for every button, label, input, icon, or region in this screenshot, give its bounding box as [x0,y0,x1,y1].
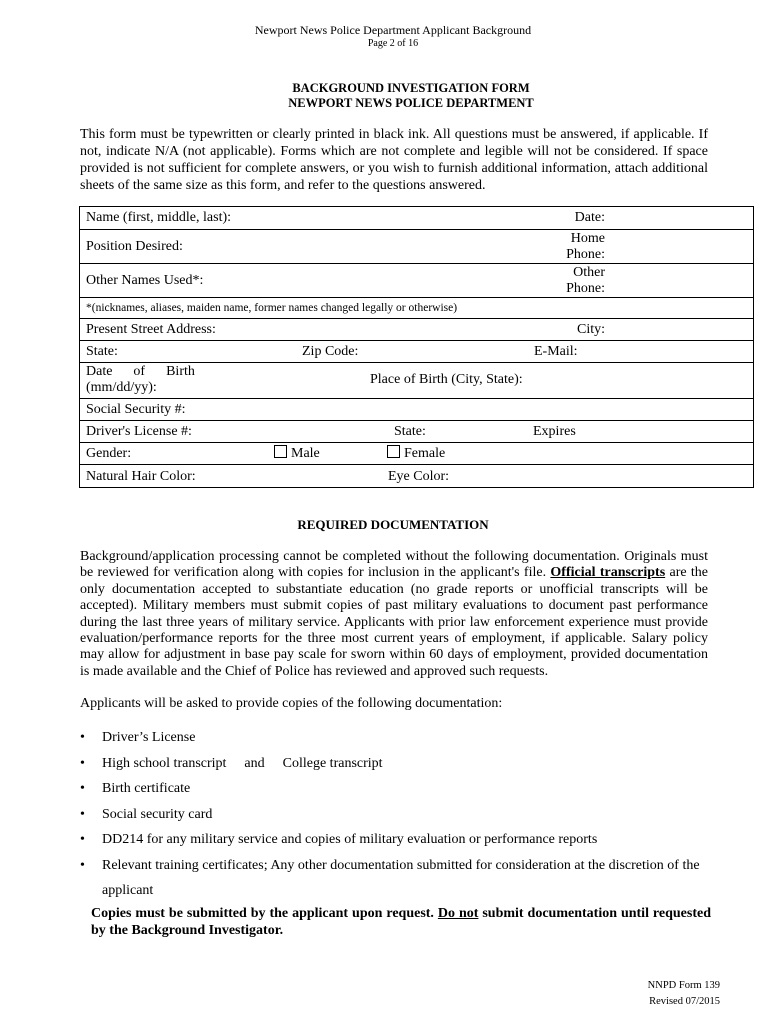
email-field[interactable]: E-Mail: [534,343,578,359]
department-title: NEWPORT NEWS POLICE DEPARTMENT [288,96,534,110]
place-of-birth-field[interactable]: Place of Birth (City, State): [370,371,523,387]
required-documentation-paragraph [80,549,708,680]
city-field[interactable]: City: [576,321,605,337]
male-checkbox[interactable] [274,445,287,458]
names-note: *(nicknames, aliases, maiden name, former names changed legally or otherwise) [80,298,754,319]
form-number: NNPD Form 139 [647,980,720,991]
intro-paragraph: This form must be typewritten or clearly printed in black ink. All questions must be answered, if applicable. If not, indicate N/A (not applicable). Forms which are not complete and legible will not be considered. If space provided is not sufficient for complete answers, or you wish to furnish additional information, attach additional sheets of the same size as this form, and refer to the questions answered. [80,127,708,193]
doc-drivers-license: Driver’s License [102,730,196,745]
dob-field[interactable] [86,364,198,396]
doc-college-transcript: College transcript [282,755,383,771]
hair-color-field[interactable]: Natural Hair Color: [86,468,196,484]
doc-training-certificates: Relevant training certificates; Any other documentation submitted for consideration at the discretion of the applicant [102,857,700,898]
doc-dd214: DD214 for any military service and copies of military evaluation or performance reports [102,832,598,847]
license-field[interactable]: Driver's License #: [86,423,192,439]
row-other-names [80,264,754,298]
row-note [80,298,754,319]
doc-high-school-transcript: High school transcript [102,755,227,771]
zip-field[interactable]: Zip Code: [302,343,359,359]
page-number: Page 2 of 16 [367,38,419,49]
doc-social-security-card: Social security card [102,806,213,822]
form-title: BACKGROUND INVESTIGATION FORM [292,81,530,95]
header-title: Newport News Police Department Applicant Background [254,23,532,37]
home-phone-label-2: Phone: [566,246,605,262]
row-ssn [80,399,754,421]
required-para-part-b: are the only documentation accepted to substantiate education (no grade reports or unofficial transcripts will be accepted). Military members must submit copies of past military evaluations to document past performance during the last three years of military service. Applicants with prior law enforcement experience must provide evaluation/performance reports for the three most current years of employment, if applicable. Salary policy may allow for adjustment in base pay scale for sworn within 60 days of employment, provided documentation is made available and the Chief of Police has reviewed and approved such requests. [80,565,708,679]
bullet-icon: • [80,730,85,745]
required-documentation-heading: REQUIRED DOCUMENTATION [297,517,489,532]
license-state-field[interactable]: State: [394,423,426,439]
row-position-phone [80,230,754,264]
female-option[interactable] [387,444,445,464]
row-hair-eye [80,465,754,488]
row-state-zip-email [80,341,754,363]
male-option[interactable] [274,444,320,464]
closing-part-a: Copies must be submitted by the applicant upon request. [91,906,438,921]
other-phone-label-2: Phone: [566,280,605,296]
row-address [80,319,754,341]
male-label: Male [291,445,320,461]
list-item [80,755,720,781]
applicant-info-table [79,206,754,488]
closing-instruction [91,905,711,939]
dob-label-1: Date of Birth [86,363,195,379]
list-item [80,729,720,755]
eye-color-field[interactable]: Eye Color: [388,468,450,484]
list-item [80,806,720,832]
other-names-field[interactable]: Other Names Used*: [86,272,204,288]
position-field[interactable]: Position Desired: [86,238,183,254]
documentation-list [80,729,720,903]
other-phone-label-1: Other [573,264,605,280]
closing-part-b: submit documentation until requested by the Background Investigator. [91,906,711,938]
bullet-icon: • [80,857,85,873]
name-field[interactable]: Name (first, middle, last): [86,210,232,225]
bullet-icon: • [80,832,85,847]
documentation-list-intro: Applicants will be asked to provide copies of the following documentation: [80,696,503,711]
doc-and-text: and [244,755,265,771]
bullet-icon: • [80,781,85,796]
date-field[interactable]: Date: [574,210,605,225]
row-birth [80,363,754,399]
bullet-icon: • [80,806,85,822]
list-item [80,780,720,806]
home-phone-field[interactable] [566,231,605,263]
female-label: Female [404,445,446,461]
street-address-field[interactable]: Present Street Address: [86,321,216,337]
row-license [80,421,754,443]
gender-label: Gender: [86,445,132,461]
revision-date: Revised 07/2015 [649,996,720,1007]
official-transcripts-text: Official transcripts [550,565,666,581]
bullet-icon: • [80,755,85,771]
female-checkbox[interactable] [387,445,400,458]
state-field[interactable]: State: [86,343,118,359]
ssn-field[interactable]: Social Security #: [80,399,754,421]
required-para-part-a: Background/application processing cannot be completed without the following documentation. Originals must be reviewed for verification along with copies for inclusion in the applicant's file. [80,549,708,581]
list-item [80,853,720,903]
row-name-date [80,207,754,230]
closing-do-not: Do not [437,906,479,921]
license-expires-field[interactable]: Expires [533,423,576,439]
dob-label-2: (mm/dd/yy): [86,379,157,395]
home-phone-label-1: Home [570,230,605,246]
other-phone-field[interactable] [566,265,605,297]
row-gender [80,443,754,465]
doc-birth-certificate: Birth certificate [102,781,191,796]
